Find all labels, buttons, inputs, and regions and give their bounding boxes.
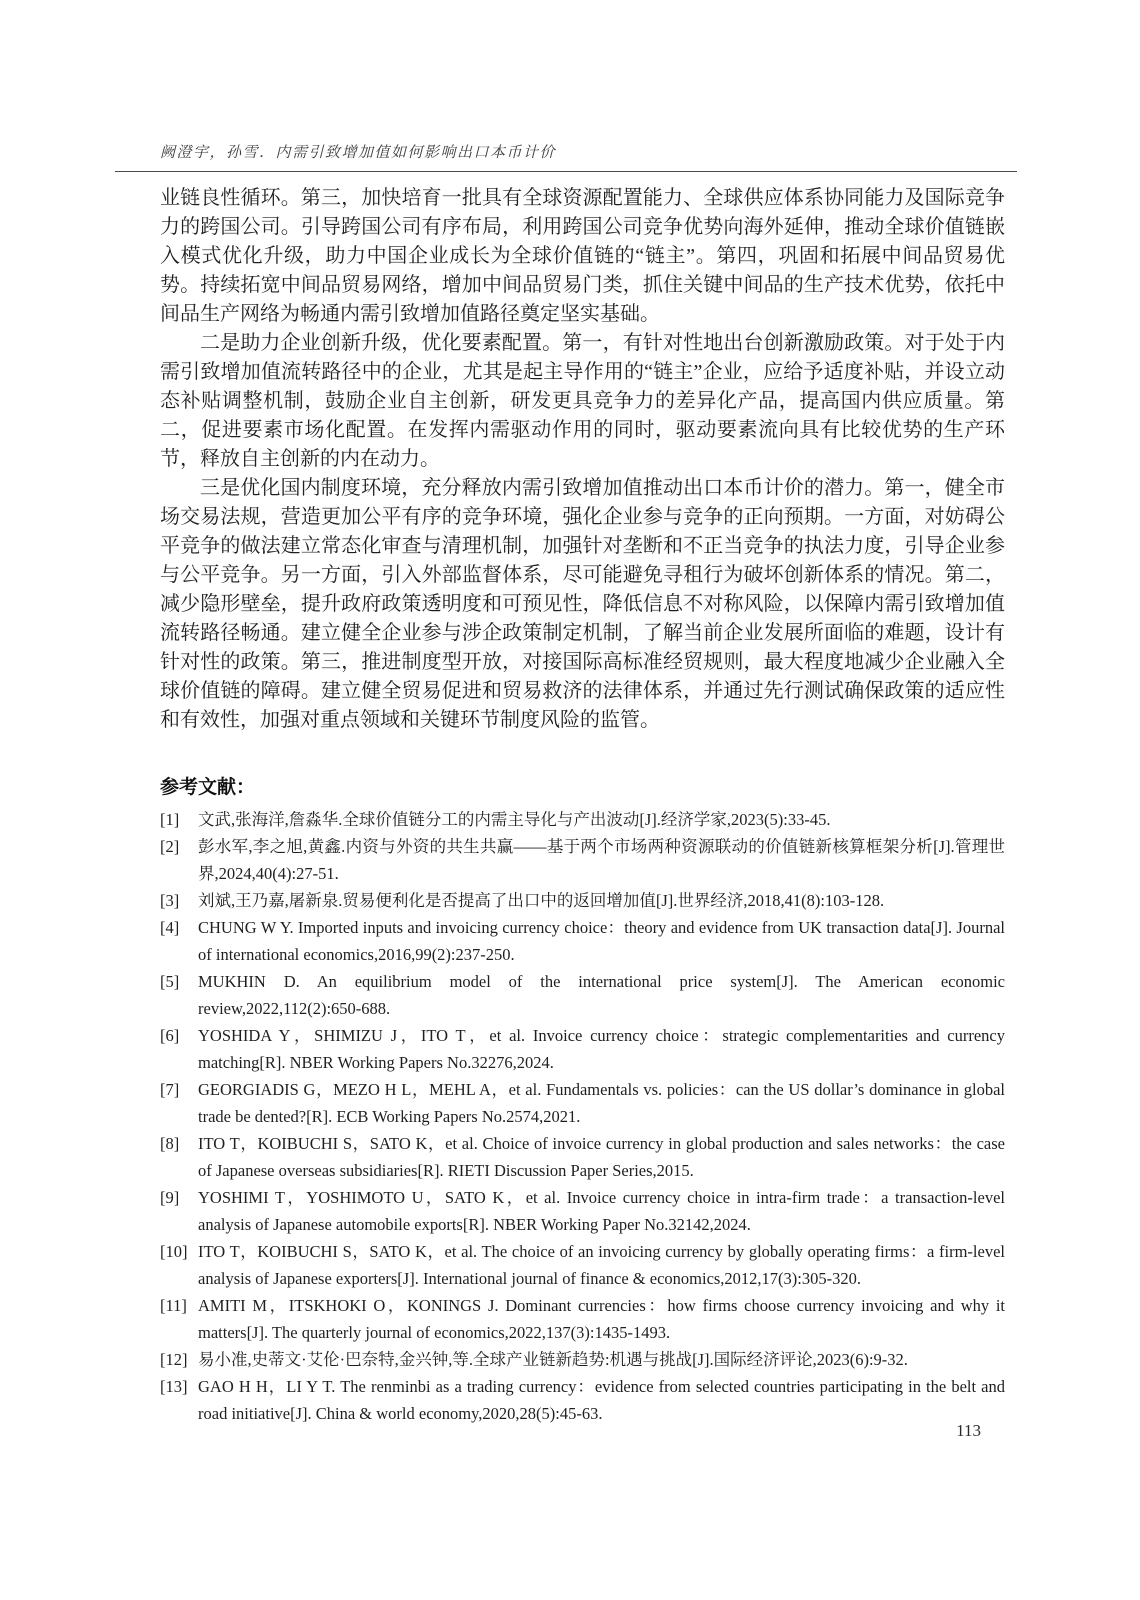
reference-text: AMITI M，ITSKHOKI O，KONINGS J. Dominant currencies：how firms choose currency invoicing and why it matters[J]. The quarterly journal of economics,2022,137(3):1435-1493. <box>198 1296 1005 1342</box>
body-paragraph: 业链良性循环。第三，加快培育一批具有全球资源配置能力、全球供应体系协同能力及国际竞争力的跨国公司。引导跨国公司有序布局，利用跨国公司竞争优势向海外延伸，推动全球价值链嵌入模式优化升级，助力中国企业成长为全球价值链的“链主”。第四，巩固和拓展中间品贸易优势。持续拓宽中间品贸易网络，增加中间品贸易门类，抓住关键中间品的生产技术优势，依托中间品生产网络为畅通内需引致增加值路径奠定坚实基础。 <box>160 187 1005 325</box>
reference-item <box>160 833 1005 887</box>
reference-label: [8] <box>160 1134 180 1153</box>
reference-label: [11] <box>160 1296 187 1315</box>
page-number: 113 <box>956 1421 981 1440</box>
reference-item <box>160 1373 1005 1427</box>
body-paragraph: 三是优化国内制度环境，充分释放内需引致增加值推动出口本币计价的潜力。第一，健全市场交易法规，营造更加公平有序的竞争环境，强化企业参与竞争的正向预期。一方面，对妨碍公平竞争的做法建立常态化审查与清理机制，加强针对垄断和不正当竞争的执法力度，引导企业参与公平竞争。另一方面，引入外部监督体系，尽可能避免寻租行为破坏创新体系的情况。第二，减少隐形壁垒，提升政府政策透明度和可预见性，降低信息不对称风险，以保障内需引致增加值流转路径畅通。建立健全企业参与涉企政策制定机制，了解当前企业发展所面临的难题，设计有针对性的政策。第三，推进制度型开放，对接国际高标准经贸规则，最大程度地减少企业融入全球价值链的障碍。建立健全贸易促进和贸易救济的法律体系，并通过先行测试确保政策的适应性和有效性，加强对重点领域和关键环节制度风险的监管。 <box>160 477 1005 731</box>
reference-item <box>160 1346 1005 1373</box>
reference-item <box>160 914 1005 968</box>
reference-label: [6] <box>160 1026 180 1045</box>
reference-text: MUKHIN D. An equilibrium model of the international price system[J]. The American economic review,2022,112(2):650-688. <box>198 972 1005 1018</box>
reference-item <box>160 1130 1005 1184</box>
reference-label: [10] <box>160 1242 188 1261</box>
body-paragraph: 二是助力企业创新升级，优化要素配置。第一，有针对性地出台创新激励政策。对于处于内需引致增加值流转路径中的企业，尤其是起主导作用的“链主”企业，应给予适度补贴，并设立动态补贴调整机制，鼓励企业自主创新，研发更具竞争力的差异化产品，提高国内供应质量。第二，促进要素市场化配置。在发挥内需驱动作用的同时，驱动要素流向具有比较优势的生产环节，释放自主创新的内在动力。 <box>160 332 1005 470</box>
references-list <box>160 806 1005 1427</box>
reference-item <box>160 1292 1005 1346</box>
reference-text: GAO H H，LI Y T. The renminbi as a trading currency：evidence from selected countries participating in the belt and road initiative[J]. China & world economy,2020,28(5):45-63. <box>198 1377 1005 1423</box>
reference-label: [5] <box>160 972 180 991</box>
reference-label: [2] <box>160 837 180 856</box>
reference-text: YOSHIDA Y，SHIMIZU J，ITO T，et al. Invoice currency choice：strategic complementarities and currency matching[R]. NBER Working Papers No.32276,2024. <box>198 1026 1005 1072</box>
reference-item <box>160 887 1005 914</box>
reference-text: ITO T，KOIBUCHI S，SATO K，et al. The choice of an invoicing currency by globally operating firms：a firm-level analysis of Japanese exporters[J]. International journal of finance & economics,2012,17(3):305-320. <box>198 1242 1005 1288</box>
reference-item <box>160 1076 1005 1130</box>
reference-label: [4] <box>160 918 180 937</box>
reference-label: [13] <box>160 1377 188 1396</box>
running-header: 阙澄宇，孙雪．内需引致增加值如何影响出口本币计价 <box>160 145 557 161</box>
body-text <box>160 184 1005 735</box>
references-heading: 参考文献： <box>160 777 256 798</box>
reference-item <box>160 806 1005 833</box>
reference-text: 彭水军,李之旭,黄鑫.内资与外资的共生共赢——基于两个市场两种资源联动的价值链新核算框架分析[J].管理世界,2024,40(4):27-51. <box>198 837 1005 883</box>
header-rule <box>115 171 1017 172</box>
reference-text: 刘斌,王乃嘉,屠新泉.贸易便利化是否提高了出口中的返回增加值[J].世界经济,2018,41(8):103-128. <box>198 891 885 910</box>
reference-text: CHUNG W Y. Imported inputs and invoicing currency choice：theory and evidence from UK transaction data[J]. Journal of international economics,2016,99(2):237-250. <box>198 918 1005 964</box>
reference-label: [3] <box>160 891 180 910</box>
reference-label: [7] <box>160 1080 180 1099</box>
reference-text: GEORGIADIS G，MEZO H L，MEHL A，et al. Fundamentals vs. policies：can the US dollar’s dominance in global trade be dented?[R]. ECB Working Papers No.2574,2021. <box>198 1080 1005 1126</box>
reference-item <box>160 1238 1005 1292</box>
reference-label: [9] <box>160 1188 180 1207</box>
reference-item <box>160 968 1005 1022</box>
reference-text: 易小准,史蒂文·艾伦·巴奈特,金兴钟,等.全球产业链新趋势:机遇与挑战[J].国际经济评论,2023(6):9-32. <box>198 1350 908 1369</box>
reference-text: 文武,张海洋,詹淼华.全球价值链分工的内需主导化与产出波动[J].经济学家,2023(5):33-45. <box>198 810 831 829</box>
reference-label: [12] <box>160 1350 188 1369</box>
reference-item <box>160 1022 1005 1076</box>
reference-text: YOSHIMI T，YOSHIMOTO U，SATO K，et al. Invoice currency choice in intra-firm trade：a transaction-level analysis of Japanese automobile exports[R]. NBER Working Paper No.32142,2024. <box>198 1188 1005 1234</box>
reference-text: ITO T，KOIBUCHI S，SATO K，et al. Choice of invoice currency in global production and sales networks：the case of Japanese overseas subsidiaries[R]. RIETI Discussion Paper Series,2015. <box>198 1134 1005 1180</box>
reference-item <box>160 1184 1005 1238</box>
reference-label: [1] <box>160 810 180 829</box>
